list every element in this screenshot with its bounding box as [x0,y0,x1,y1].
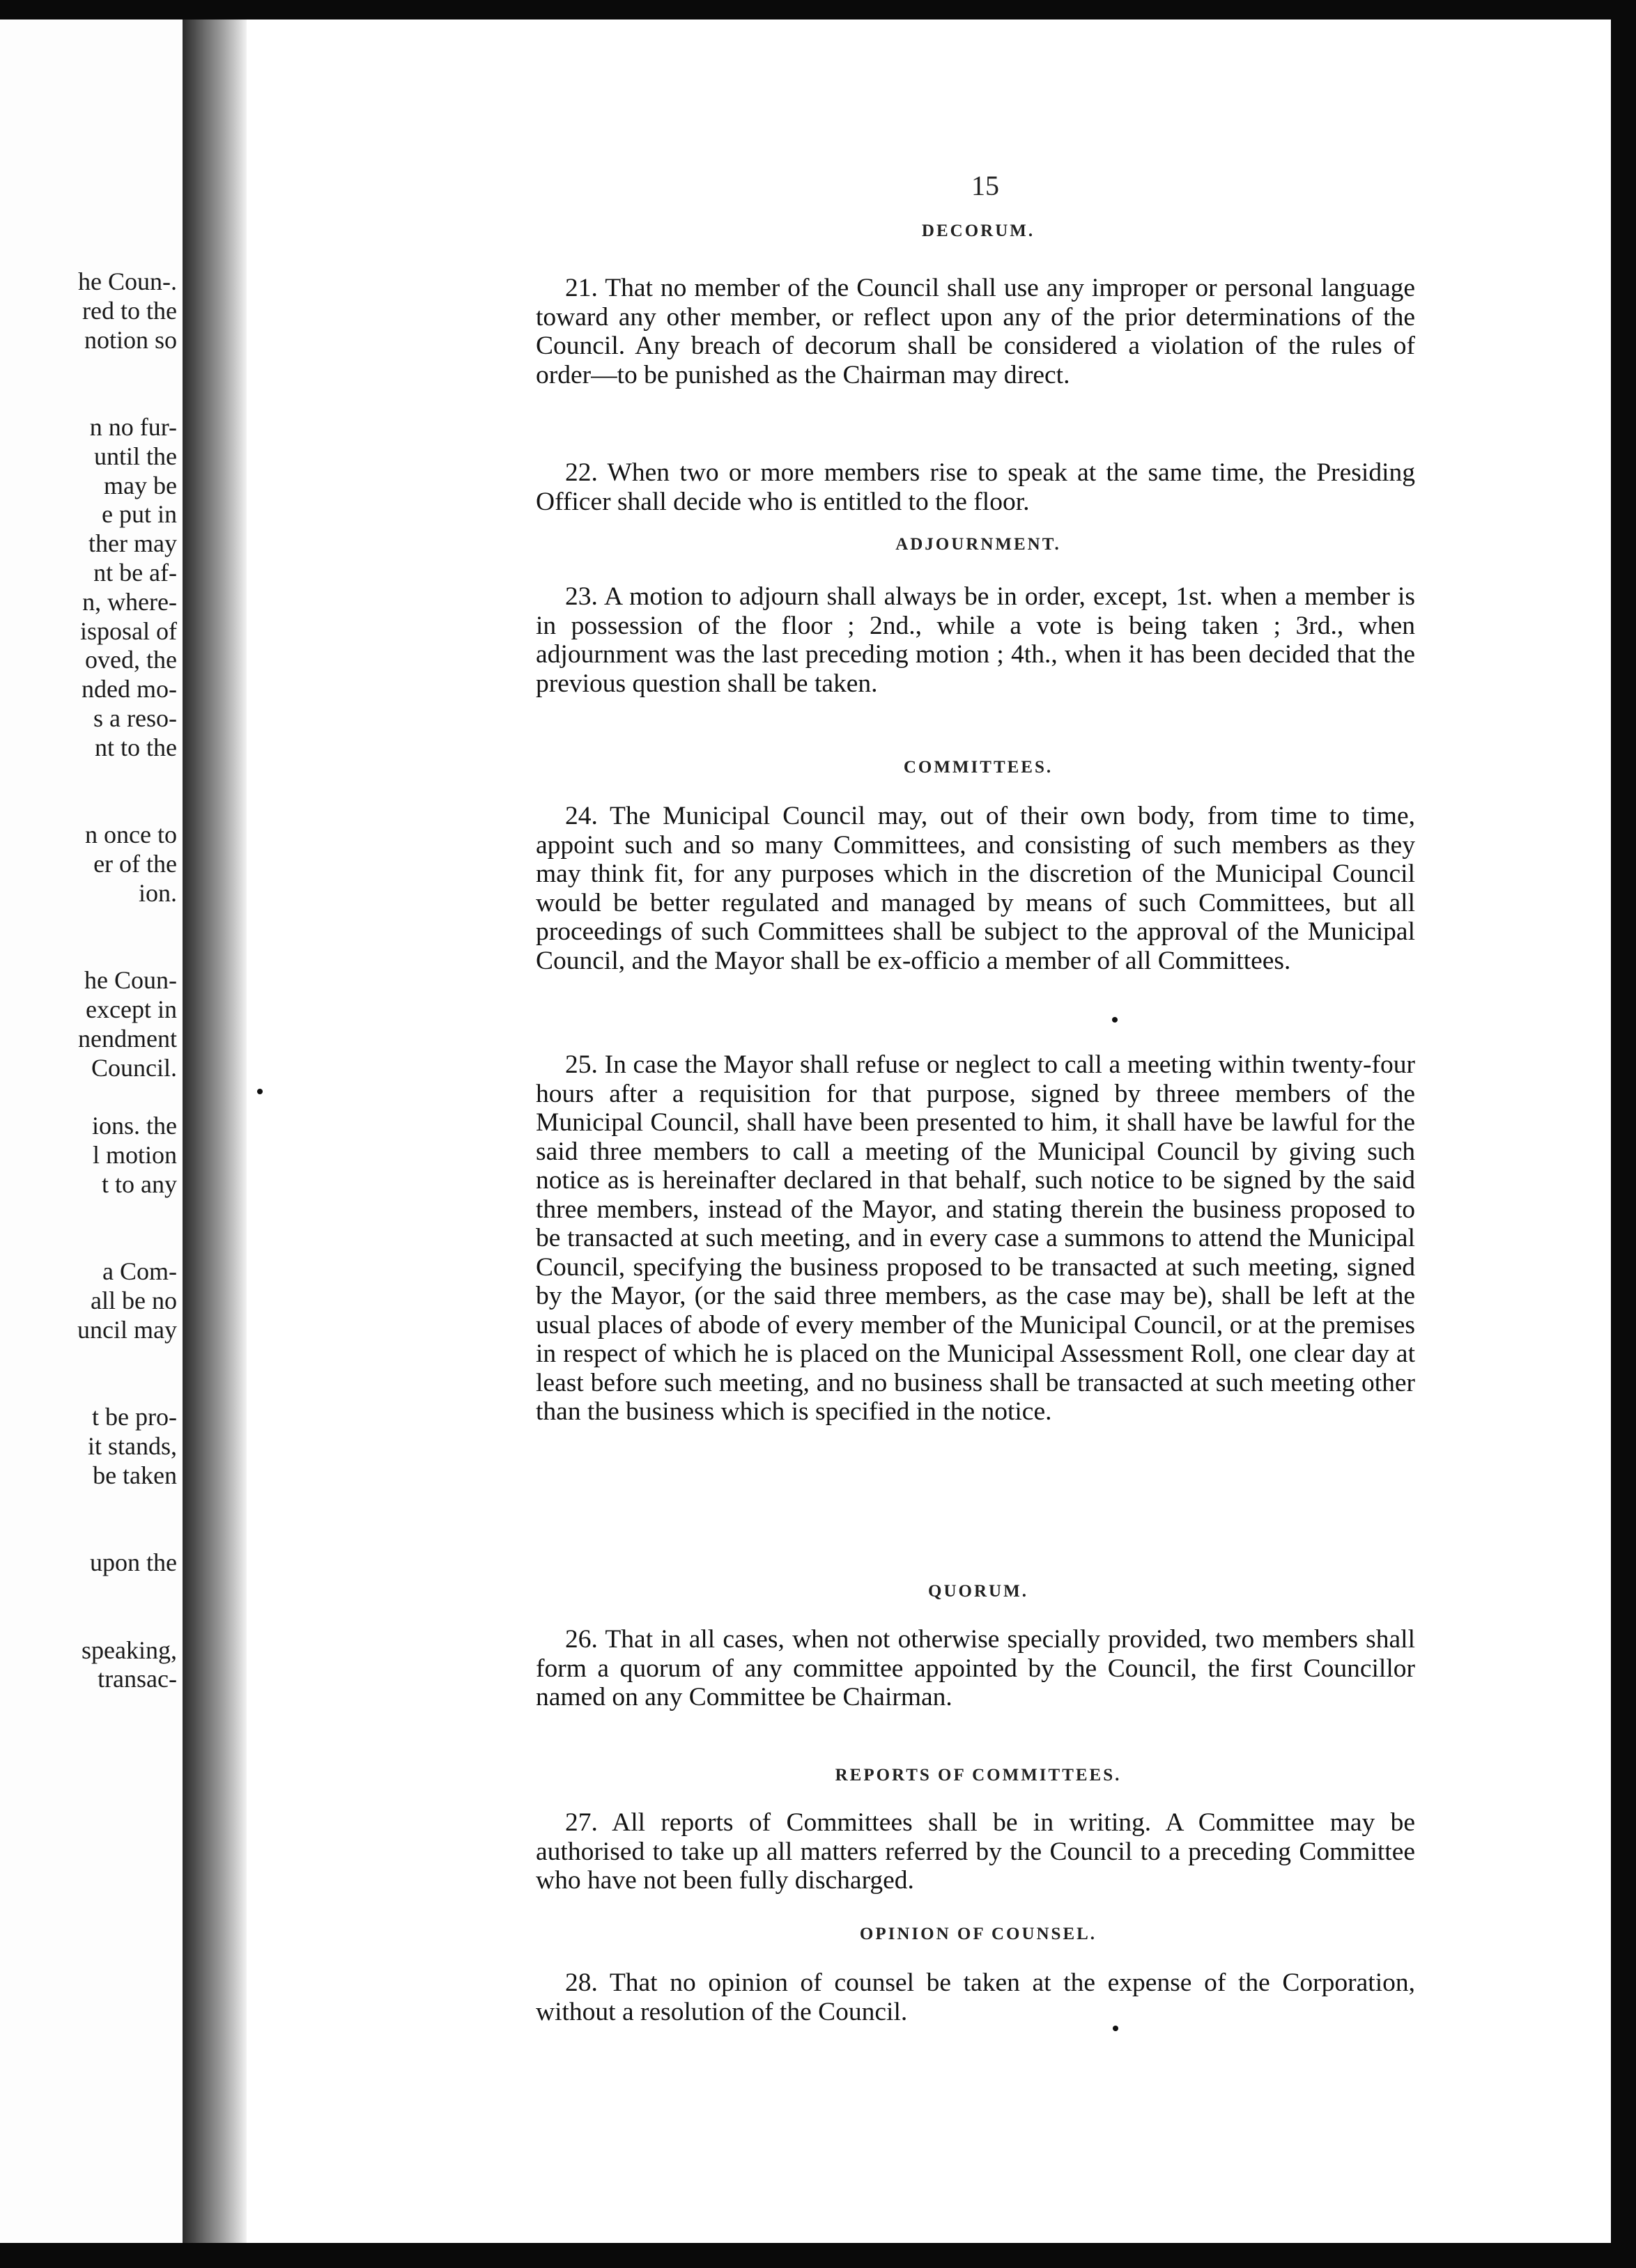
facing-page-line: be taken [93,1461,177,1489]
scan-border-bottom [0,2243,1636,2268]
facing-page-line: red to the [82,296,177,325]
facing-page-line: upon the [90,1548,177,1577]
ink-speck [257,1089,263,1094]
facing-page-line: transac- [98,1665,177,1693]
facing-page-line: isposal of [80,616,177,645]
facing-page-line: Council. [91,1053,177,1082]
book-gutter [183,20,247,2243]
heading-opinion-of-counsel: OPINION OF COUNSEL. [859,1925,1097,1943]
facing-page-line: l motion [92,1141,177,1169]
facing-page-line: s a reso- [93,704,177,732]
rule-21: 21. That no member of the Council shall use any improper or personal language toward any other member, or reflect upon any of the prior determinations of the Council. Any breach of decorum shall be considered a violation of the rules of order—to be punished as the Chairman may direct. [536,274,1415,389]
facing-page-line: n no fur- [89,413,177,441]
facing-page-line: ther may [88,529,177,558]
facing-page-line: nt to the [95,733,177,761]
rule-26: 26. That in all cases, when not otherwise specially provided, two members shall form a quorum of any committee appointed by the Council, the first Councillor named on any Committee be Chairman. [536,1625,1415,1711]
page [247,20,1611,2243]
ink-speck [1113,2026,1118,2031]
facing-page-line: all be no [91,1287,177,1314]
heading-quorum: QUORUM. [928,1582,1028,1601]
facing-page-line: except in [86,995,177,1023]
heading-committees: COMMITTEES. [903,758,1054,777]
rule-28: 28. That no opinion of counsel be taken at the expense of the Corporation, without a resolution of the Council. [536,1968,1415,2026]
facing-page-line: n, where- [82,587,177,616]
facing-page-line: he Coun-. [78,267,177,295]
facing-page-line: he Coun- [84,966,177,995]
scan-border-top [0,0,1636,20]
facing-page-line: t to any [102,1170,177,1198]
facing-page-line: oved, the [85,646,177,674]
facing-page-line: nt be af- [93,559,177,587]
facing-page-fragment [0,20,183,2243]
facing-page-line: a Com- [102,1257,177,1286]
facing-page-line: speaking, [82,1636,177,1664]
heading-reports-of-committees: REPORTS OF COMMITTEES. [835,1766,1122,1785]
rule-23: 23. A motion to adjourn shall always be in order, except, 1st. when a member is in possession of the floor ; 2nd., while a vote is being taken ; 3rd., when adjournment was the last preceding motion ; 4th., when it has been decided that the previous question shall be taken. [536,582,1415,698]
facing-page-line: er of the [93,850,177,878]
facing-page-line: until the [94,442,177,470]
rule-27: 27. All reports of Committees shall be in writing. A Committee may be authorised to take up all matters referred by the Council to a preceding Committee who have not been fully discharged. [536,1808,1415,1895]
facing-page-line: uncil may [77,1315,177,1344]
ink-speck [1112,1017,1118,1023]
facing-page-line: it stands, [87,1432,177,1460]
facing-page-line: t be pro- [92,1403,177,1431]
heading-decorum: DECORUM. [921,222,1035,240]
facing-page-line: e put in [102,500,177,529]
facing-page-line: n once to [85,821,177,849]
heading-adjournment: ADJOURNMENT. [895,535,1061,554]
rule-25: 25. In case the Mayor shall refuse or neglect to call a meeting within twenty-four hours after a requisition for that purpose, signed by threee members of the Municipal Council, shall have been presented to him, it shall have be lawful for the said three members to call a meeting of the Municipal Council by giving such notice as is hereinafter declared in that behalf, such notice to be signed by the said three members, instead of the Mayor, and stating therein the business proposed to be transacted at such meeting, and in every case a summons to attend the Municipal Council, specifying the business proposed to be transacted at such meeting, signed by the Mayor, (or the said three members, as the case may be), shall be left at the usual places of abode of every member of the Municipal Council, or at the premises in respect of which he is placed on the Municipal Assessment Roll, one clear day at least before such meeting, and no business shall be transacted at such meeting other than the business which is specified in the notice. [536,1050,1415,1426]
rule-22: 22. When two or more members rise to speak at the same time, the Presiding Officer shall decide who is entitled to the floor. [536,458,1415,516]
facing-page-line: ion. [138,878,177,907]
scan-border-right [1611,0,1636,2268]
facing-page-line: notion so [84,325,177,354]
page-number: 15 [971,170,999,201]
facing-page-line: may be [104,471,177,499]
facing-page-line: nendment [78,1024,177,1053]
rule-24: 24. The Municipal Council may, out of their own body, from time to time, appoint such and so many Committees, and consisting of such members as they may think fit, for any purposes which in the discretion of the Municipal Council would be better regulated and managed by means of such Committees, but all proceedings of such Committees shall be subject to the approval of the Municipal Council, and the Mayor shall be ex-officio a member of all Committees. [536,802,1415,975]
facing-page-line: nded mo- [82,675,177,704]
facing-page-line: ions. the [92,1112,177,1140]
